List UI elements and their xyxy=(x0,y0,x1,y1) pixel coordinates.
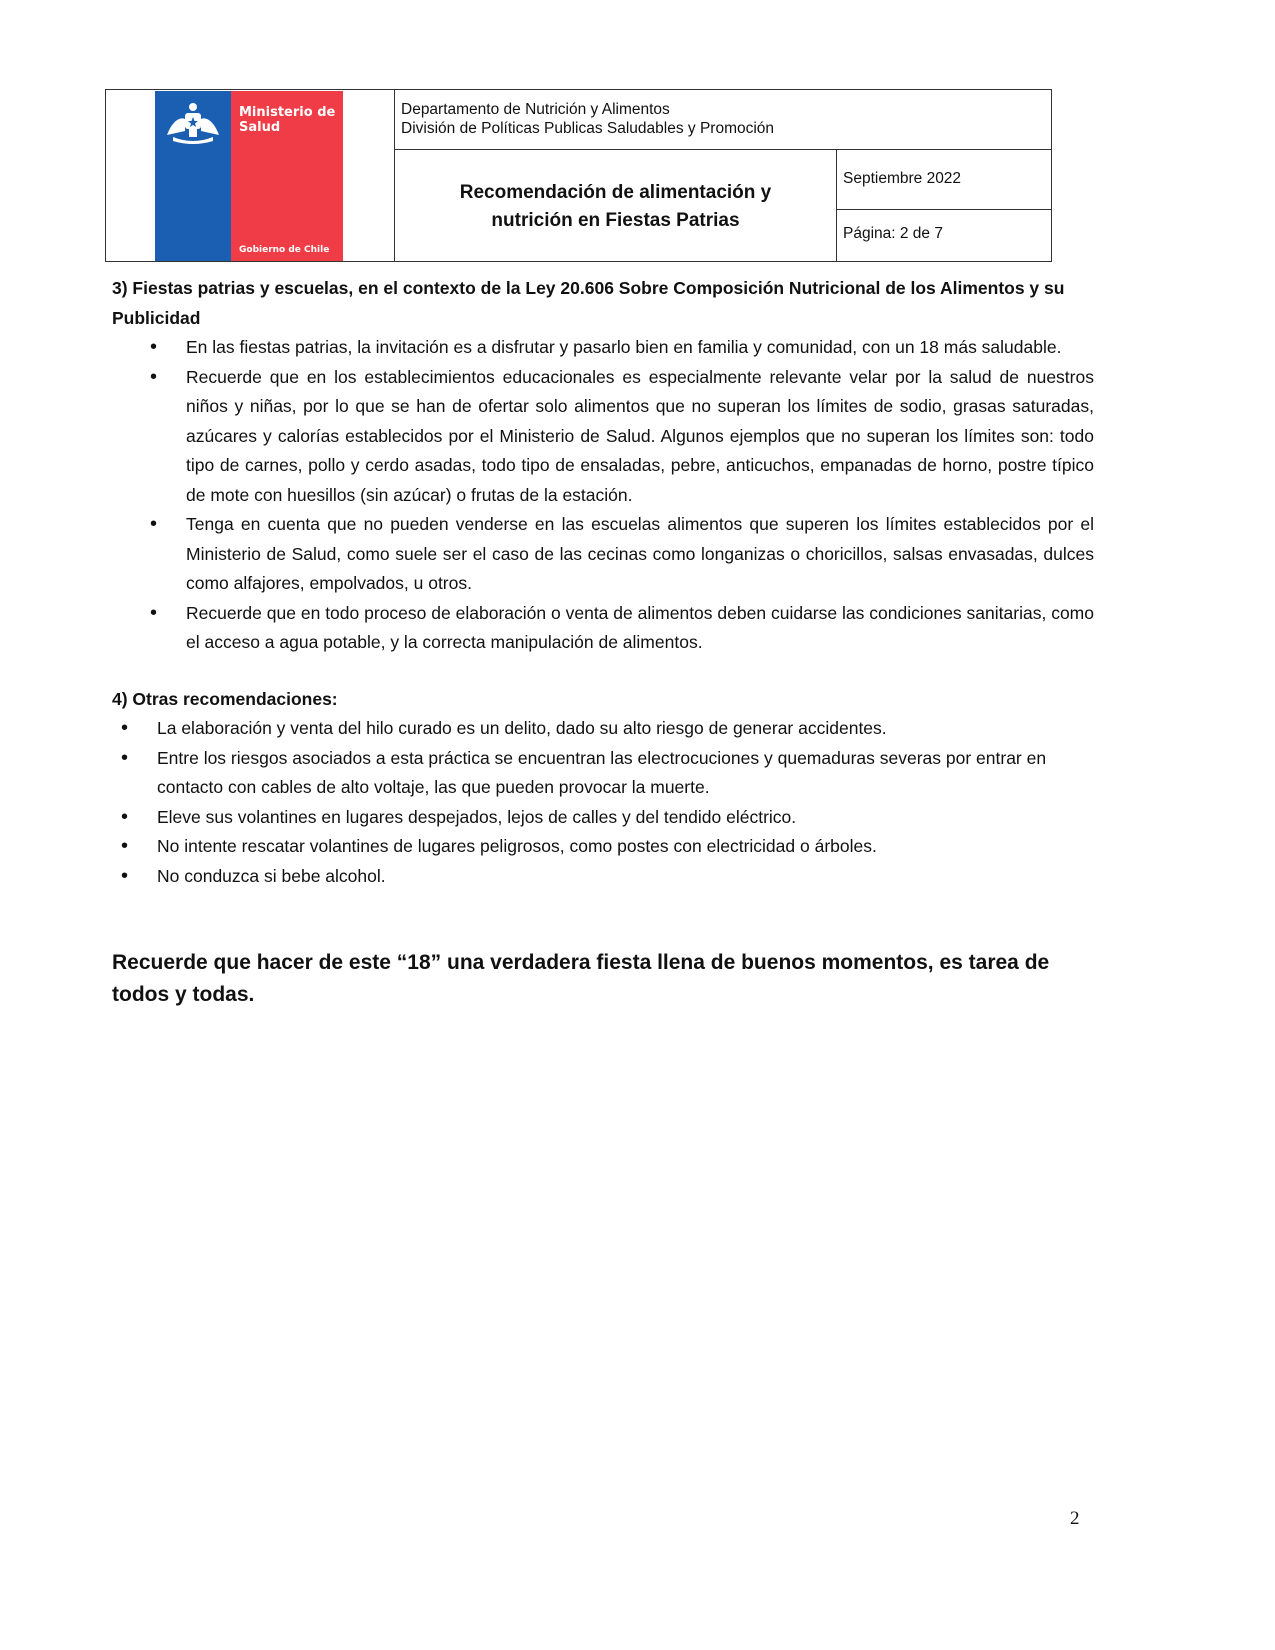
list-item: • No intente rescatar volantines de lugares peligrosos, como postes con electricidad o árboles. xyxy=(157,832,1094,862)
header-info xyxy=(395,90,1051,261)
department-line-1: Departamento de Nutrición y Alimentos xyxy=(401,101,670,118)
list-item: • Tenga en cuenta que no pueden venderse en las escuelas alimentos que superen los límites establecidos por el Ministerio de Salud, como suele ser el caso de las cecinas como longanizas o choricillos, salsas envasadas, dulces como alfajores, empolvados, u otros. xyxy=(186,510,1094,599)
chile-coat-of-arms-icon xyxy=(163,101,223,145)
list-item: • Entre los riesgos asociados a esta práctica se encuentran las electrocuciones y quemaduras severas por entrar en contacto con cables de alto voltaje, las que pueden provocar la muerte. xyxy=(157,744,1094,803)
list-item: • Recuerde que en todo proceso de elaboración o venta de alimentos deben cuidarse las condiciones sanitarias, como el acceso a agua potable, y la correcta manipulación de alimentos. xyxy=(186,599,1094,658)
list-item: • Recuerde que en los establecimientos educacionales es especialmente relevante velar por la salud de nuestros niños y niñas, por lo que se han de ofertar solo alimentos que no superan los límites de sodio, grasas saturadas, azúcares y calorías establecidos por el Ministerio de Salud. Algunos ejemplos que no superan los límites son: todo tipo de carnes, pollo y cerdo asadas, todo tipo de ensaladas, pebre, anticuchos, empanadas de horno, postre típico de mote con huesillos (sin azúcar) o frutas de la estación. xyxy=(186,363,1094,511)
logo-footer: Gobierno de Chile xyxy=(239,245,330,255)
section-3-heading: 3) Fiestas patrias y escuelas, en el contexto de la Ley 20.606 Sobre Composición Nutricional de los Alimentos y su Publicidad xyxy=(112,278,1065,328)
department-cell xyxy=(395,90,1051,150)
document-body xyxy=(112,274,1094,1032)
ministerio-de-salud-logo xyxy=(155,91,343,261)
section-3-list xyxy=(112,333,1094,658)
document-header-table xyxy=(105,89,1052,262)
logo-blue-band xyxy=(155,91,231,261)
document-meta xyxy=(837,150,1051,261)
section-4-heading: 4) Otras recomendaciones: xyxy=(112,688,338,709)
list-item: • No conduzca si bebe alcohol. xyxy=(157,862,1094,892)
page-number: 2 xyxy=(1070,1508,1080,1529)
logo-title: Ministerio de Salud xyxy=(239,105,336,135)
header-bottom-row xyxy=(395,150,1051,261)
section-4-list xyxy=(112,714,1094,891)
logo-cell xyxy=(106,90,395,261)
list-item: • En las fiestas patrias, la invitación es a disfrutar y pasarlo bien en familia y comunidad, con un 18 más saludable. xyxy=(186,333,1094,363)
document-page-label: Página: 2 de 7 xyxy=(843,225,943,242)
document-title-line-1: Recomendación de alimentación y xyxy=(459,181,772,203)
closing-statement: Recuerde que hacer de este “18” una verdadera fiesta llena de buenos momentos, es tarea de todos y todas. xyxy=(112,951,1050,1006)
list-item: • La elaboración y venta del hilo curado es un delito, dado su alto riesgo de generar accidentes. xyxy=(157,714,1094,744)
document-title-cell xyxy=(395,150,837,261)
document-date: Septiembre 2022 xyxy=(837,150,1051,210)
department-line-2: División de Políticas Publicas Saludables y Promoción xyxy=(401,120,775,137)
logo-red-band xyxy=(231,91,343,261)
list-item: • Eleve sus volantines en lugares despejados, lejos de calles y del tendido eléctrico. xyxy=(157,803,1094,833)
document-title-line-2: nutrición en Fiestas Patrias xyxy=(491,209,740,231)
